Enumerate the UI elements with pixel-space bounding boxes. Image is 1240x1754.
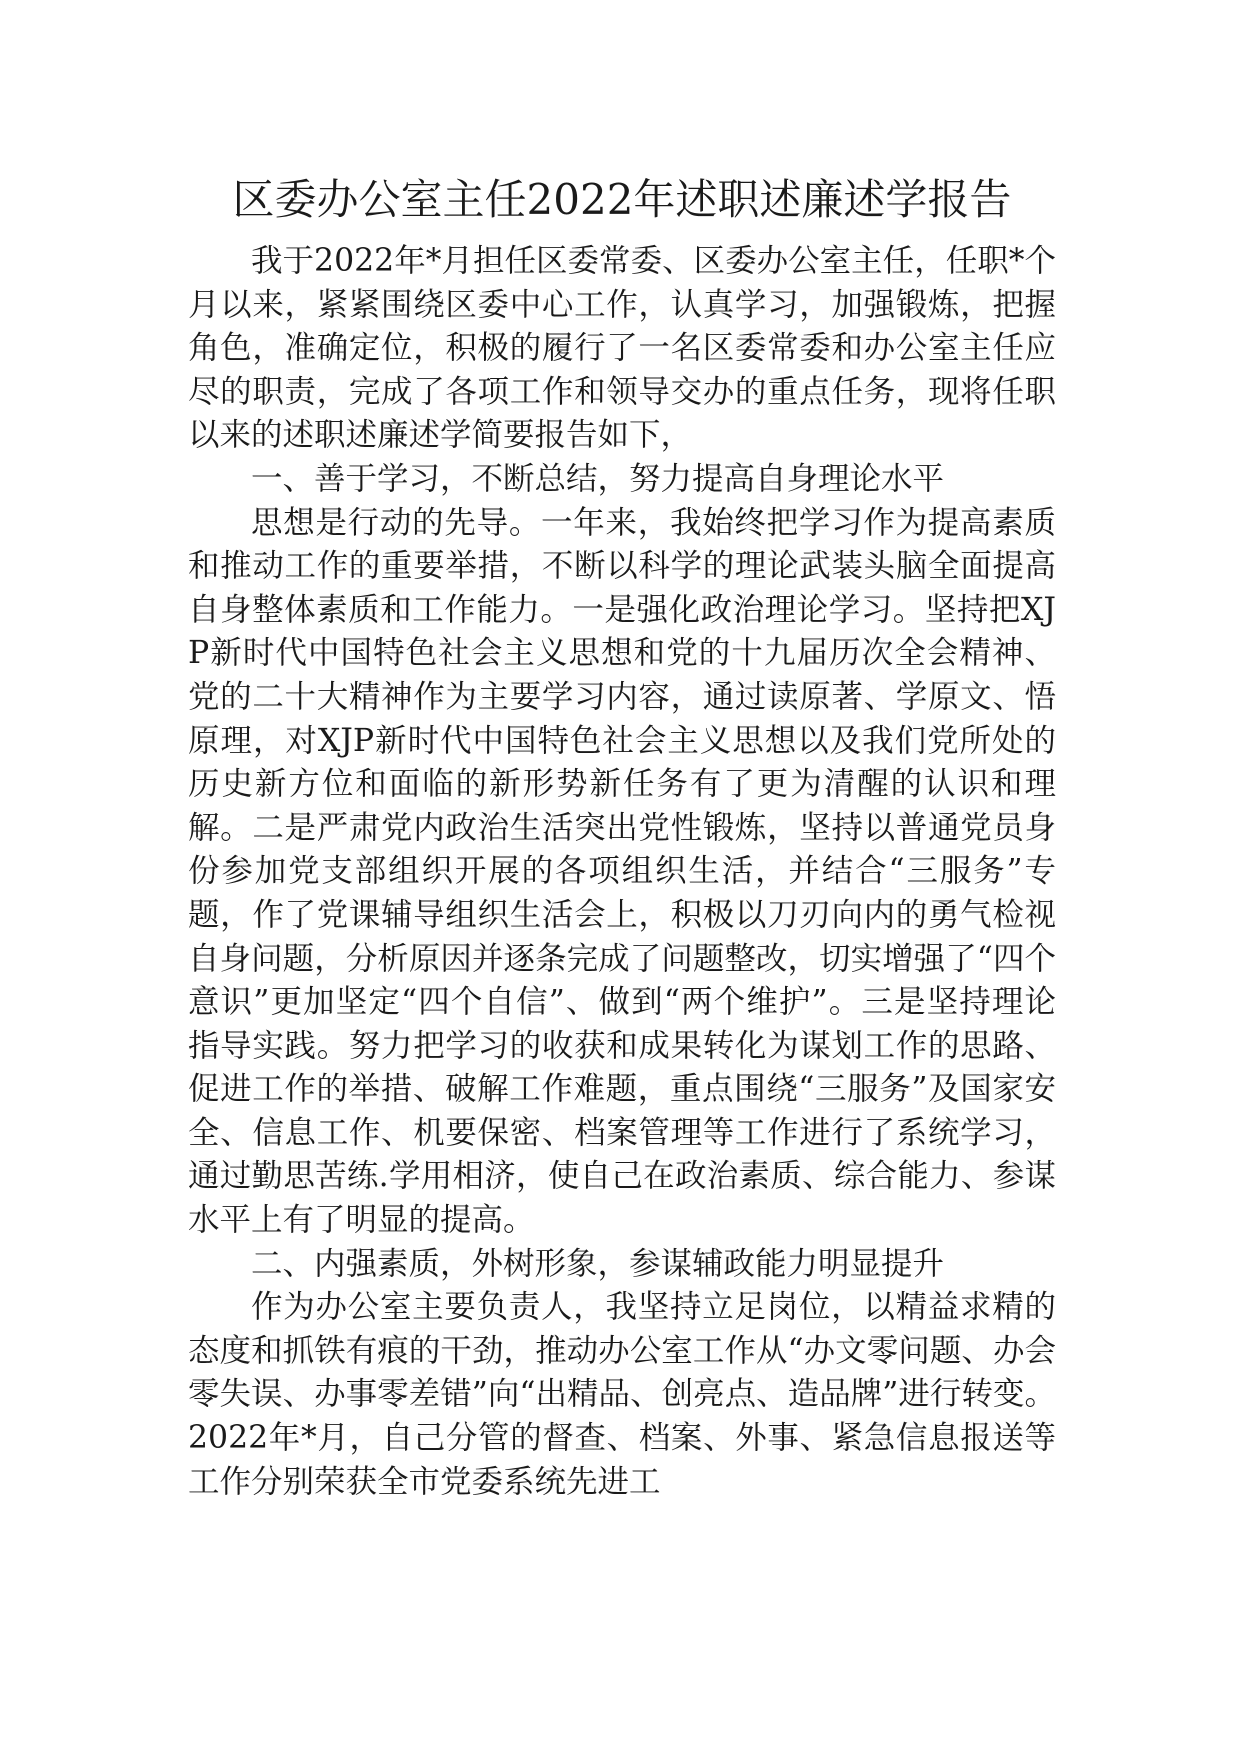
section-1-paragraph: 思想是行动的先导。一年来，我始终把学习作为提高素质和推动工作的重要举措，不断以科学的理论武装头脑全面提高自身整体素质和工作能力。一是强化政治理论学习。坚持把XJP新时代中国特色社会主义思想和党的十九届历次全会精神、党的二十大精神作为主要学习内容，通过读原著、学原文、悟原理，对XJP新时代中国特色社会主义思想以及我们党所处的历史新方位和面临的新形势新任务有了更为清醒的认识和理解。二是严肃党内政治生活突出党性锻炼，坚持以普通党员身份参加党支部组织开展的各项组织生活，并结合“三服务”专题，作了党课辅导组织生活会上，积极以刀刃向内的勇气检视自身问题，分析原因并逐条完成了问题整改，切实增强了“四个意识”更加坚定“四个自信”、做到“两个维护”。三是坚持理论指导实践。努力把学习的收获和成果转化为谋划工作的思路、促进工作的举措、破解工作难题，重点围绕“三服务”及国家安全、信息工作、机要保密、档案管理等工作进行了系统学习，通过勤思苦练.学用相济，使自己在政治素质、综合能力、参谋水平上有了明显的提高。 bbox=[188, 504, 1056, 1239]
section-2-paragraph: 作为办公室主要负责人，我坚持立足岗位，以精益求精的态度和抓铁有痕的干劲，推动办公室工作从“办文零问题、办会零失误、办事零差错”向“出精品、创亮点、造品牌”进行转变。2022年*月，自己分管的督查、档案、外事、紧急信息报送等工作分别荣获全市党委系统先进工 bbox=[188, 1289, 1056, 1500]
document-body bbox=[188, 166, 1056, 1504]
intro-paragraph: 我于2022年*月担任区委常委、区委办公室主任，任职*个月以来，紧紧围绕区委中心工作，认真学习，加强锻炼，把握角色，准确定位，积极的履行了一名区委常委和办公室主任应尽的职责，完成了各项工作和领导交办的重点任务，现将任职以来的述职述廉述学简要报告如下， bbox=[188, 243, 1056, 454]
document-title: 区委办公室主任2022年述职述廉述学报告 bbox=[232, 175, 1012, 224]
section-2-heading: 二、内强素质，外树形象，参谋辅政能力明显提升 bbox=[251, 1245, 945, 1282]
section-1-heading: 一、善于学习，不断总结，努力提高自身理论水平 bbox=[251, 460, 945, 497]
